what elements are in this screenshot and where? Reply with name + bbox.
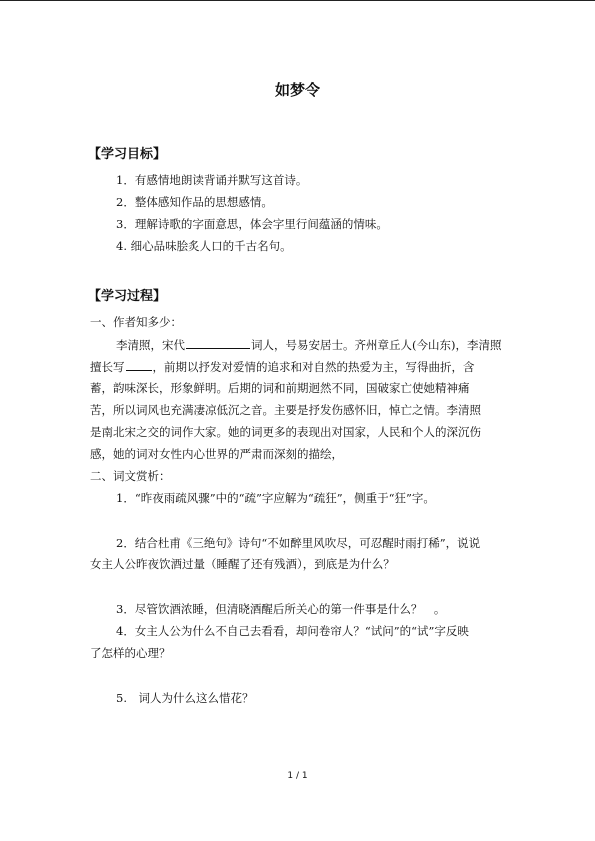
author-line-4: 苦，所以词风也充满凄凉低沉之音。主要是抒发伤感怀旧，悼亡之情。李清照 — [90, 403, 481, 417]
appreciation-section-heading: 二、词文赏析： — [90, 469, 171, 483]
author-text: 李清照，宋代 — [116, 338, 185, 352]
author-text: ，前期以抒发对爱情的追求和对自然的热爱为主，写得曲折，含 — [152, 360, 475, 374]
author-line-2 — [90, 358, 475, 375]
question-3: 3．尽管饮酒浓睡，但清晓酒醒后所关心的第一件事是什么？ 。 — [116, 602, 446, 616]
goal-item-2: 2．整体感知作品的思想感情。 — [116, 195, 273, 209]
fill-blank-dynasty[interactable] — [186, 336, 250, 349]
process-heading: 【学习过程】 — [88, 289, 167, 304]
question-2-line-1: 2．结合杜甫《三绝句》诗句“不如醉里风吹尽，可忍醒时雨打稀”，说说 — [116, 536, 481, 550]
goals-heading: 【学习目标】 — [88, 147, 167, 162]
question-2-line-2: 女主人公昨夜饮酒过量（睡醒了还有残酒），到底是为什么？ — [90, 557, 395, 571]
question-4-line-2: 了怎样的心理？ — [90, 646, 171, 660]
author-text: 词人，号易安居士。齐州章丘人(今山东)，李清照 — [251, 338, 502, 352]
page-number: 1 / 1 — [287, 771, 308, 781]
fill-blank-genre[interactable] — [126, 358, 152, 371]
author-line-6: 感，她的词对女性内心世界的严肃而深刻的描绘， — [90, 447, 343, 461]
author-line-1 — [116, 336, 501, 353]
author-text: 擅长写 — [90, 360, 125, 374]
goal-item-4: 4. 细心品味脍炙人口的千古名句。 — [116, 239, 292, 253]
author-section-heading: 一、作者知多少： — [90, 315, 182, 329]
question-1: 1．“昨夜雨疏风骤”中的“疏”字应解为“疏狂”，侧重于“狂”字。 — [116, 491, 435, 505]
author-line-5: 是南北宋之交的词作大家。她的词更多的表现出对国家，人民和个人的深沉伤 — [90, 425, 481, 439]
goal-item-1: 1．有感情地朗读背诵并默写这首诗。 — [116, 173, 308, 187]
top-border-line — [0, 0, 595, 1]
question-4-line-1: 4．女主人公为什么不自己去看看，却问卷帘人？“试问”的“试”字反映 — [116, 624, 469, 638]
question-5: 5. 词人为什么这么惜花？ — [116, 691, 254, 705]
goal-item-3: 3．理解诗歌的字面意思，体会字里行间蕴涵的情味。 — [116, 217, 388, 231]
document-title: 如梦令 — [274, 81, 320, 99]
author-line-3: 蓄，韵味深长，形象鲜明。后期的词和前期迥然不同，国破家亡使她精神痛 — [90, 381, 470, 395]
